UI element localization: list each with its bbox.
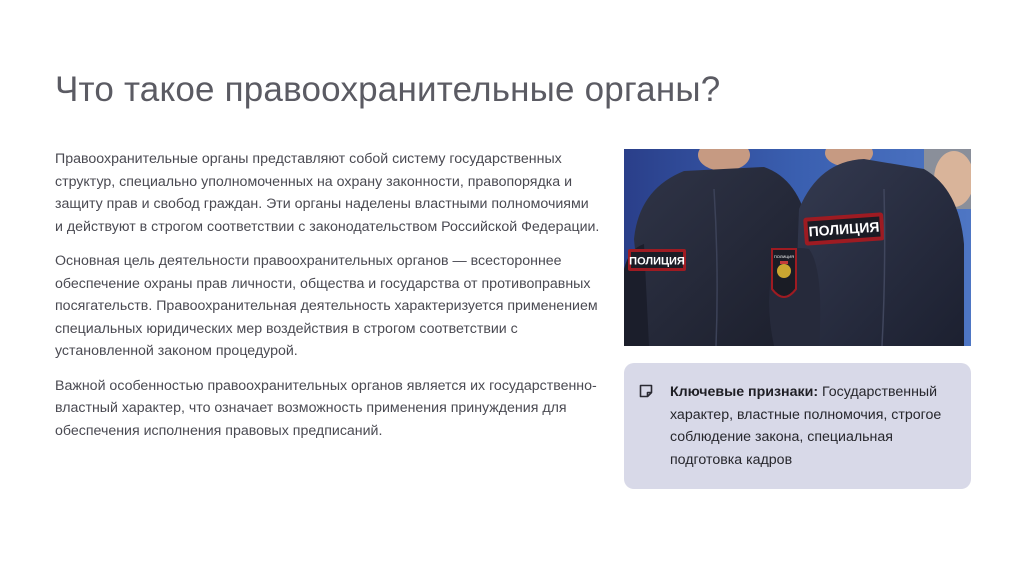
- slide-title: Что такое правоохранительные органы?: [55, 70, 721, 109]
- key-features-callout: [624, 363, 971, 489]
- left-patch-text: ПОЛИЦИЯ: [629, 255, 685, 268]
- callout-body: Государственный характер, властные полномочия, строгое соблюдение закона, специальная подготовка кадров: [670, 384, 942, 468]
- paragraph-2: Основная цель деятельности правоохранительных органов — всестороннее обеспечение охраны прав личности, общества и государства от противоправных посягательств. Правоохранительная деятельность характеризуется применением специальных юридических мер воздействия в строгом соответствии с установленной законом процедурой.: [55, 253, 598, 359]
- note-icon: [638, 383, 654, 399]
- shoulder-emblem: [772, 249, 796, 297]
- police-officers-photo: [624, 149, 971, 346]
- right-police-patch: [803, 212, 885, 246]
- left-police-patch: [628, 249, 686, 271]
- callout-label: Ключевые признаки:: [670, 384, 819, 400]
- paragraph-3: Важной особенностью правоохранительных органов является их государственно-властный характер, что означает возможность применения принуждения для обеспечения исполнения правовых предписаний.: [55, 377, 597, 439]
- shoulder-patch-text: ПОЛИЦИЯ: [773, 254, 795, 259]
- body-text: [55, 148, 600, 454]
- callout-text: [670, 381, 955, 471]
- paragraph-1: Правоохранительные органы представляют собой систему государственных структур, специально уполномоченных на охрану законности, правопорядка и защиту прав и свобод граждан. Эти органы наделены властными полномочиями и действуют в строгом соответствии с законодательством Российской Федерации.: [55, 151, 600, 235]
- right-patch-text: ПОЛИЦИЯ: [808, 218, 880, 240]
